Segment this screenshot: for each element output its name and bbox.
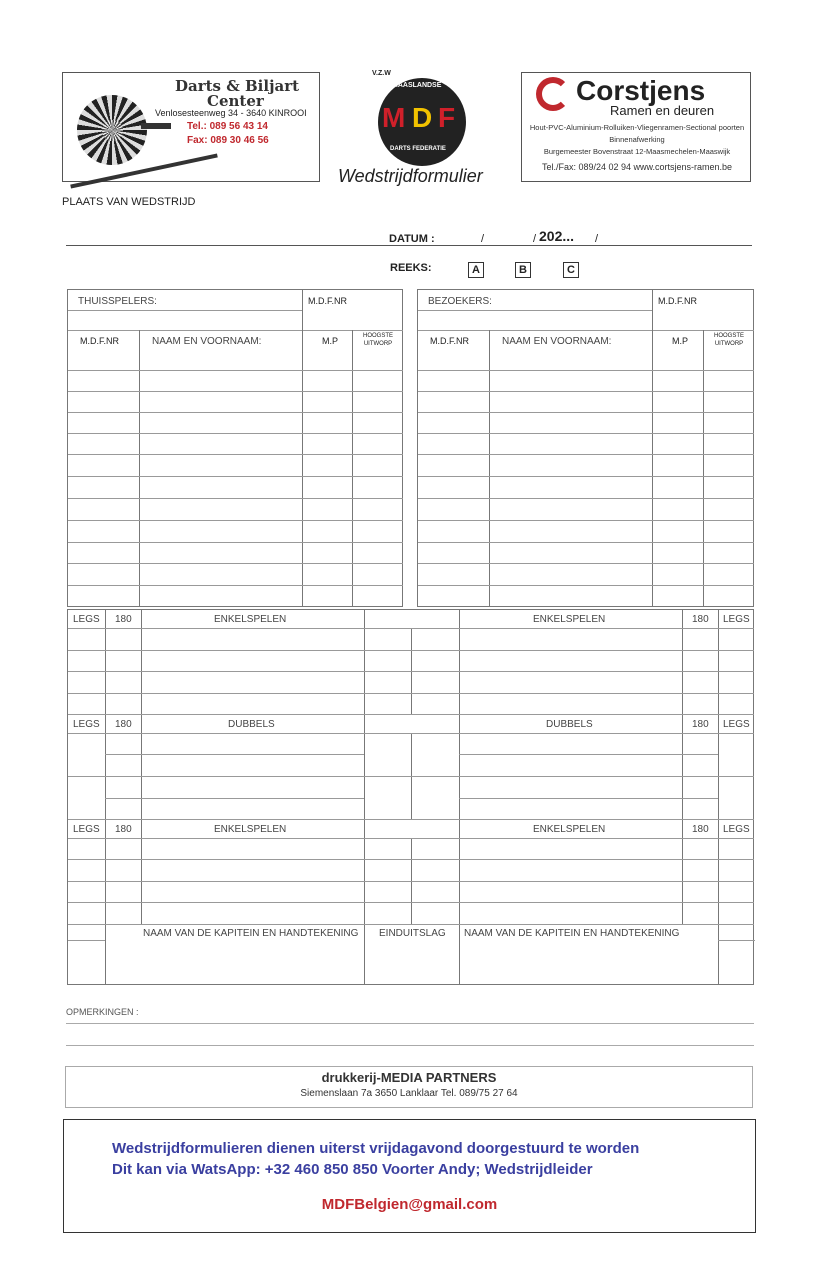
visitor-mdf-nr-label: M.D.F.NR <box>658 296 697 306</box>
home-col-mdf: M.D.F.NR <box>80 336 119 346</box>
printer-address: Siemenslaan 7a 3650 Lanklaar Tel. 089/75 27 64 <box>300 1088 518 1099</box>
home-col-mp: M.P <box>322 336 339 346</box>
score-180-label-1-visitor: 180 <box>692 614 709 625</box>
corstjens-brand: Corstjens <box>576 75 706 106</box>
visitor-col-mp: M.P <box>672 336 689 346</box>
printer-box <box>65 1066 753 1108</box>
visitor-col-name: NAAM EN VOORNAAM: <box>502 336 612 347</box>
darts-biljart-logo <box>62 72 320 182</box>
singles-label-1-home: ENKELSPELEN <box>214 614 287 625</box>
score-180-label-3-home: 180 <box>115 824 132 835</box>
date-line <box>66 245 752 246</box>
home-players-table <box>67 289 403 607</box>
legs-label-2-visitor: LEGS <box>723 719 750 730</box>
final-score-label: EINDUITSLAG <box>379 928 446 939</box>
date-year: 202... <box>539 228 575 244</box>
mdf-arc-top: MAASLANDSE <box>392 82 442 89</box>
corstjens-line1: Hout-PVC-Aluminium-Rolluiken-Vliegenramen-Sectional poorten <box>529 123 745 132</box>
logo-fax: Fax: 089 30 46 56 <box>187 135 269 146</box>
legs-label-1-visitor: LEGS <box>723 614 750 625</box>
date-sep-1: / <box>481 233 485 245</box>
logo-title-2: Center <box>207 92 264 110</box>
home-mdf-nr-label: M.D.F.NR <box>308 296 347 306</box>
visitor-col-high-1: HOOGSTE <box>713 333 744 339</box>
notice-line-2: Dit kan via WatsApp: +32 460 850 850 Voorter Andy; Wedstrijdleider <box>112 1161 593 1178</box>
singles-label-2-visitor: ENKELSPELEN <box>533 824 606 835</box>
corstjens-swoosh-icon <box>536 77 570 111</box>
home-col-high-2: UITWORP <box>363 341 393 347</box>
score-180-label-1-home: 180 <box>115 614 132 625</box>
corstjens-line3: Burgemeester Bovenstraat 12-Maasmechelen-Maaswijk <box>543 147 731 156</box>
mdf-arc-bottom: DARTS FEDERATIE <box>390 146 446 152</box>
corstjens-logo <box>521 72 751 182</box>
printer-name: drukkerij-MEDIA PARTNERS <box>321 1070 497 1085</box>
legs-label-2-home: LEGS <box>73 719 100 730</box>
form-title: Wedstrijdformulier <box>338 166 483 186</box>
home-col-high-1: HOOGSTE <box>362 333 393 339</box>
visitor-players-table <box>417 289 754 607</box>
logo-address: Venlosesteenweg 34 - 3640 KINROOI <box>155 108 307 118</box>
corstjens-line4: Tel./Fax: 089/24 02 94 www.cortsjens-ramen.be <box>541 162 733 172</box>
doubles-label-visitor: DUBBELS <box>546 719 593 730</box>
score-180-label-2-home: 180 <box>115 719 132 730</box>
captain-label-home: NAAM VAN DE KAPITEIN EN HANDTEKENING <box>143 928 359 939</box>
notice-box <box>63 1119 756 1233</box>
visitor-col-mdf: M.D.F.NR <box>430 336 469 346</box>
visitor-col-high-2: UITWORP <box>714 341 744 347</box>
logo-tel: Tel.: 089 56 43 14 <box>187 121 268 132</box>
games-table <box>67 609 754 985</box>
mdf-letter-m: M <box>382 102 406 133</box>
series-label: REEKS: <box>390 262 432 274</box>
score-180-label-2-visitor: 180 <box>692 719 709 730</box>
legs-label-3-home: LEGS <box>73 824 100 835</box>
doubles-label-home: DUBBELS <box>228 719 275 730</box>
dart-icon <box>141 123 171 129</box>
remarks-line-2 <box>66 1045 754 1046</box>
mdf-letter-d: D <box>412 102 433 133</box>
place-label: PLAATS VAN WEDSTRIJD <box>62 196 196 208</box>
singles-label-1-visitor: ENKELSPELEN <box>533 614 606 625</box>
home-col-name: NAAM EN VOORNAAM: <box>152 336 262 347</box>
mdf-logo <box>372 70 472 170</box>
mdf-letter-f: F <box>438 102 456 133</box>
series-b-checkbox[interactable]: B <box>515 262 531 278</box>
legs-label-3-visitor: LEGS <box>723 824 750 835</box>
date-sep-2: / <box>533 233 537 245</box>
captain-label-visitor: NAAM VAN DE KAPITEIN EN HANDTEKENING <box>464 928 680 939</box>
singles-label-2-home: ENKELSPELEN <box>214 824 287 835</box>
logo-title-1: Darts & Biljart <box>175 77 300 95</box>
dartboard-icon <box>77 95 147 165</box>
date-sep-3: / <box>595 233 599 245</box>
score-180-label-3-visitor: 180 <box>692 824 709 835</box>
mdf-version: V.Z.W <box>372 70 391 77</box>
home-players-label: THUISSPELERS: <box>78 296 157 307</box>
corstjens-line2: Binnenafwerking <box>609 135 665 144</box>
notice-email[interactable]: MDFBelgien@gmail.com <box>321 1196 498 1213</box>
legs-label-1-home: LEGS <box>73 614 100 625</box>
series-c-checkbox[interactable]: C <box>563 262 579 278</box>
date-label: DATUM : <box>389 233 435 245</box>
remarks-label: OPMERKINGEN : <box>66 1007 139 1017</box>
remarks-line-1 <box>66 1023 754 1024</box>
visitor-players-label: BEZOEKERS: <box>428 296 492 307</box>
corstjens-subtitle: Ramen en deuren <box>610 103 715 118</box>
notice-line-1: Wedstrijdformulieren dienen uiterst vrijdagavond doorgestuurd te worden <box>112 1140 640 1157</box>
series-a-checkbox[interactable]: A <box>468 262 484 278</box>
